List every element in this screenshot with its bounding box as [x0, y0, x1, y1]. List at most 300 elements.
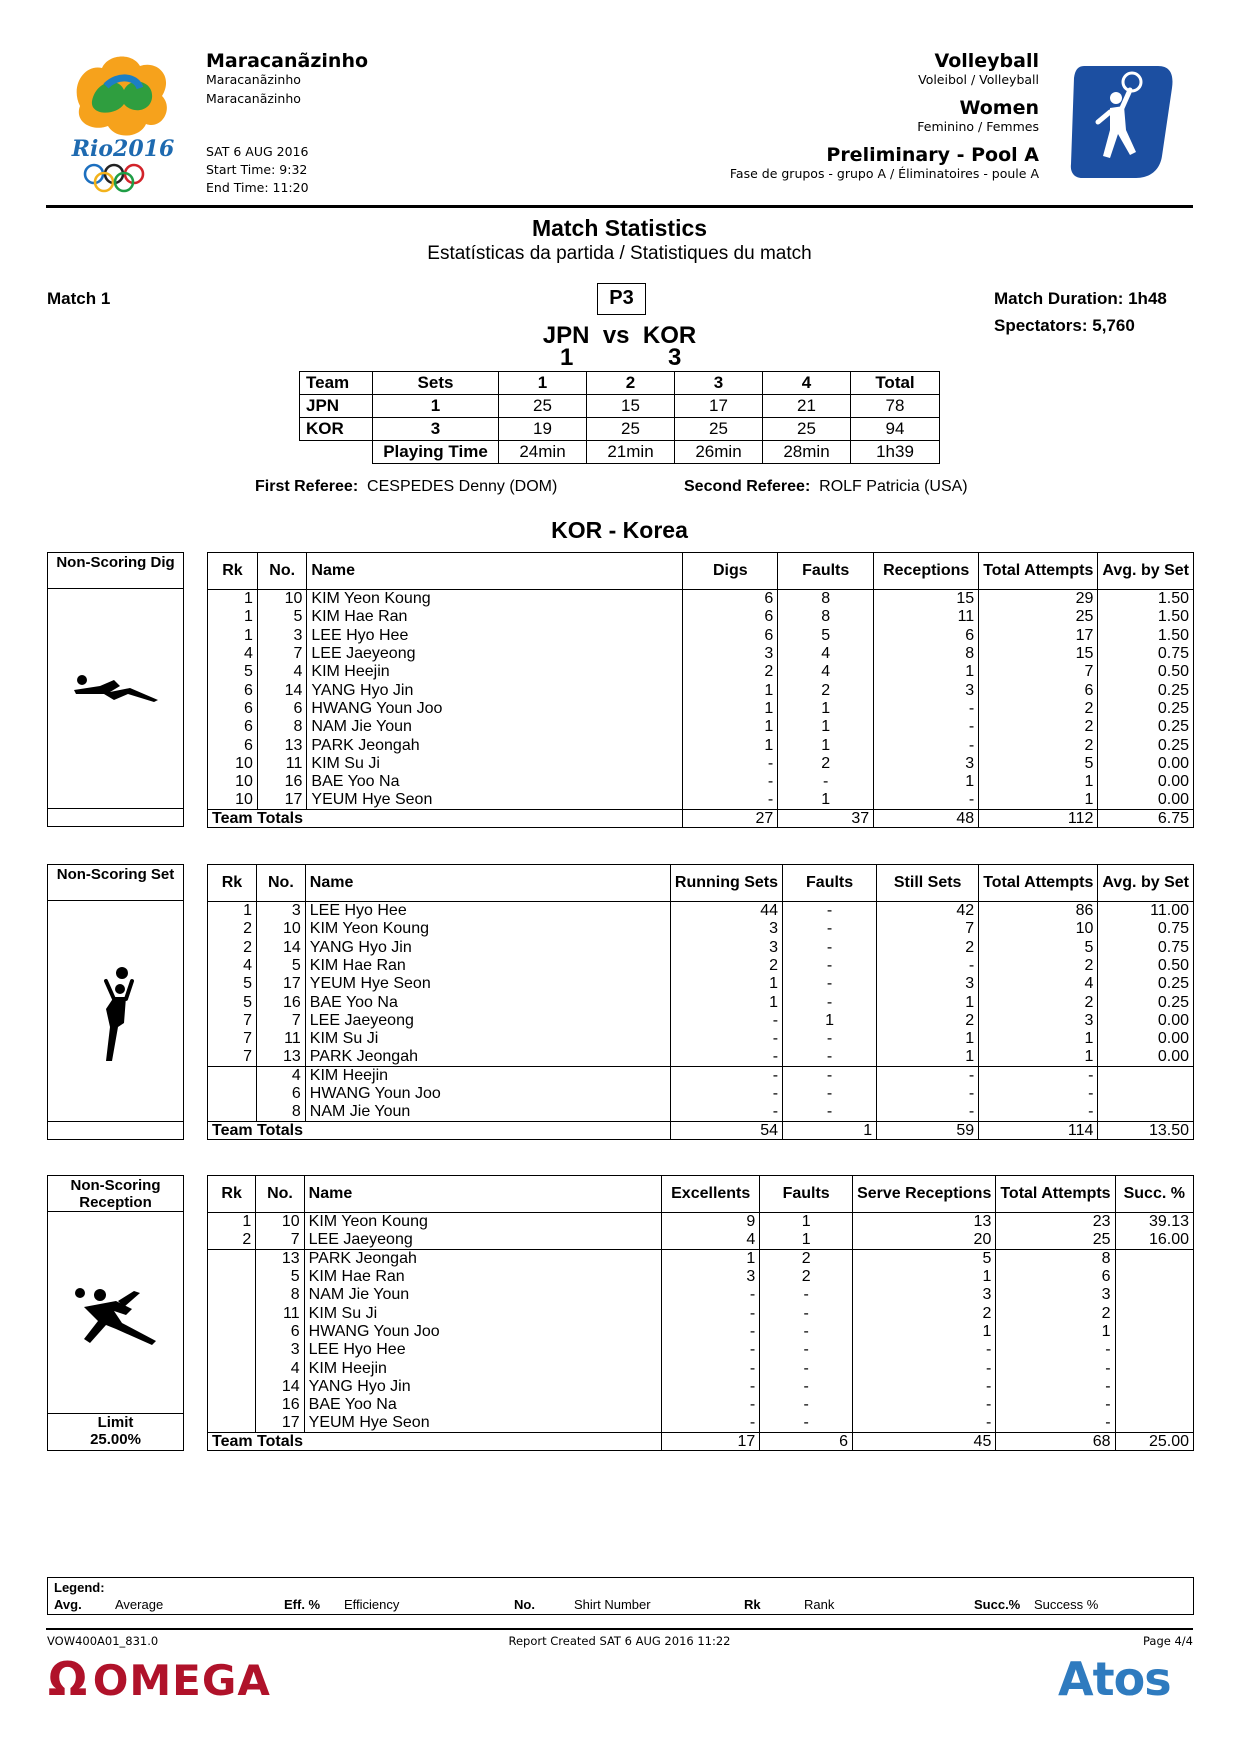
- cell-v2: 8: [778, 608, 874, 626]
- cell-v3: 1: [877, 1048, 979, 1066]
- cell-v4: 1: [996, 1322, 1115, 1340]
- cell-rank: 5: [244, 663, 253, 681]
- player-row: [208, 718, 1194, 736]
- team-total-value: 48: [874, 809, 979, 827]
- phase-title: Preliminary - Pool A: [826, 144, 1039, 166]
- cell-v5: [1115, 1414, 1193, 1432]
- cell-number: 14: [256, 1377, 304, 1395]
- player-row: [208, 1267, 1194, 1285]
- cell-v5: [1115, 1377, 1193, 1395]
- cell-v5: [1115, 1249, 1193, 1267]
- cell-v4: 3: [996, 1286, 1115, 1304]
- cell-v5: 0.25: [1098, 975, 1194, 993]
- cell-rank: [208, 1286, 256, 1304]
- cell-name: HWANG Youn Joo: [307, 699, 683, 717]
- col-faults: Faults: [760, 1176, 853, 1213]
- cell-number: 4: [256, 1359, 304, 1377]
- cell-rank: 6: [244, 699, 253, 717]
- cell-v1: 1: [670, 993, 782, 1011]
- cell-rank: 2: [242, 1231, 252, 1249]
- cell-name: YEUM Hye Seon: [305, 975, 670, 993]
- team-total-value: 13.50: [1098, 1121, 1194, 1139]
- col-rank: Rk: [208, 865, 257, 902]
- document-title: Match Statistics: [531, 215, 708, 241]
- score-row-jpn: [300, 395, 940, 418]
- cell-v2: 2: [778, 681, 874, 699]
- reception-table: [207, 1175, 1194, 1451]
- cell-number: 4: [256, 1066, 305, 1084]
- cell-number: 16: [257, 772, 307, 790]
- cell-v1: -: [662, 1377, 760, 1395]
- page-number: Page 4/4: [1142, 1634, 1193, 1648]
- legend-item: [54, 1597, 82, 1612]
- omega-wordmark: OMEGA: [92, 1656, 271, 1705]
- cell-v3: 3: [874, 681, 979, 699]
- cell-v4: 10: [979, 920, 1098, 938]
- col-total-attempts: Total Attempts: [979, 553, 1098, 590]
- cell-rank: [208, 1341, 256, 1359]
- cell-name: BAE Yoo Na: [307, 772, 683, 790]
- cell-name: KIM Yeon Koung: [304, 1213, 662, 1231]
- cell-v1: -: [683, 754, 778, 772]
- reception-limit-box: [48, 1413, 183, 1450]
- legend-item: [514, 1597, 535, 1612]
- team-a-sets: 1: [560, 344, 574, 371]
- playing-time-row: [300, 441, 940, 464]
- venue-fr: Maracanãzinho: [206, 91, 301, 106]
- player-row: [208, 1359, 1194, 1377]
- cell-v5: [1115, 1304, 1193, 1322]
- cell-rank: 7: [243, 1030, 252, 1048]
- first-referee: [255, 478, 557, 496]
- cell-v2: 4: [778, 663, 874, 681]
- cell-number: 6: [256, 1084, 305, 1102]
- cell-v4: 2: [979, 956, 1098, 974]
- cell-v2: -: [783, 1084, 877, 1102]
- cell-v4: -: [996, 1377, 1115, 1395]
- cell-v3: 3: [877, 975, 979, 993]
- dig-table: [207, 552, 1194, 828]
- player-row: [208, 1048, 1194, 1066]
- cell-v4: -: [996, 1341, 1115, 1359]
- cell-number: 16: [256, 1395, 304, 1413]
- cell-rank: [208, 1304, 256, 1322]
- cell-v4: 2: [979, 993, 1098, 1011]
- cell-v4: 23: [996, 1213, 1115, 1231]
- team-totals-label: Team Totals: [208, 809, 683, 827]
- cell-v5: 0.25: [1098, 993, 1194, 1011]
- cell-v4: 3: [979, 1011, 1098, 1029]
- cell-v1: -: [662, 1359, 760, 1377]
- cell-rank: [208, 1414, 256, 1432]
- cell-v1: 1: [662, 1249, 760, 1267]
- team-totals-row: [208, 1121, 1194, 1139]
- cell-v4: 1: [979, 1048, 1098, 1066]
- legend-abbr: Rk: [744, 1597, 761, 1612]
- cell-v2: -: [783, 1048, 877, 1066]
- spectators: Spectators: 5,760: [994, 316, 1135, 335]
- cell-v5: 0.50: [1098, 956, 1194, 974]
- cell-rank: 1: [243, 902, 252, 920]
- player-row: [208, 1030, 1194, 1048]
- cell-rank: 10: [235, 773, 253, 791]
- team-b-sets: 3: [668, 344, 682, 371]
- cell-v3: -: [853, 1359, 996, 1377]
- team-a-code: JPN: [542, 322, 590, 349]
- cell-v5: 0.00: [1098, 1030, 1194, 1048]
- player-row: [208, 956, 1194, 974]
- team-total-value: 112: [979, 809, 1098, 827]
- cell-v4: 25: [996, 1231, 1115, 1249]
- cell-number: 8: [257, 718, 307, 736]
- cell-v2: -: [783, 902, 877, 920]
- cell-v3: 2: [877, 938, 979, 956]
- second-referee-name: ROLF Patricia (USA): [819, 478, 968, 495]
- cell-v1: 6: [683, 608, 778, 626]
- cell-rank: [208, 1249, 256, 1267]
- cell-v2: -: [783, 956, 877, 974]
- cell-v4: 2: [979, 736, 1098, 754]
- score-header-row: [300, 372, 940, 395]
- cell-v3: -: [877, 956, 979, 974]
- cell-v4: 6: [979, 681, 1098, 699]
- team-totals-label: Team Totals: [208, 1432, 662, 1450]
- cell-number: 3: [256, 1341, 304, 1359]
- player-row: [208, 1322, 1194, 1340]
- score-table: [299, 371, 940, 464]
- player-row: [208, 772, 1194, 790]
- cell-number: 13: [256, 1249, 304, 1267]
- dig-header-row: [208, 553, 1194, 590]
- cell-v3: -: [874, 699, 979, 717]
- col-rank: Rk: [208, 553, 258, 590]
- score-total: 78: [851, 395, 940, 418]
- col-faults: Faults: [783, 865, 877, 902]
- cell-v1: 3: [670, 938, 782, 956]
- cell-v1: 1: [683, 699, 778, 717]
- cell-v2: 1: [778, 718, 874, 736]
- cell-v1: -: [670, 1103, 782, 1121]
- cell-number: 14: [256, 938, 305, 956]
- cell-rank: [208, 1359, 256, 1377]
- score-sets: 1: [373, 395, 499, 418]
- set-side-title: Non-Scoring Set: [48, 865, 183, 901]
- cell-v4: -: [979, 1084, 1098, 1102]
- cell-v4: 4: [979, 975, 1098, 993]
- cell-name: NAM Jie Youn: [305, 1103, 670, 1121]
- score-set3: 17: [675, 395, 763, 418]
- dig-side-footer: [48, 808, 183, 826]
- cell-v1: -: [683, 772, 778, 790]
- cell-name: KIM Heejin: [305, 1066, 670, 1084]
- cell-name: KIM Heejin: [304, 1359, 662, 1377]
- player-row: [208, 1286, 1194, 1304]
- cell-v3: 13: [853, 1213, 996, 1231]
- team-total-value: 68: [996, 1432, 1115, 1450]
- cell-v3: 15: [874, 590, 979, 608]
- cell-v1: 2: [670, 956, 782, 974]
- first-referee-name: CESPEDES Denny (DOM): [367, 478, 558, 495]
- legend-abbr: No.: [514, 1597, 535, 1612]
- cell-v1: 3: [670, 920, 782, 938]
- cell-v1: 1: [683, 718, 778, 736]
- score-header-set1: 1: [499, 372, 587, 395]
- cell-v4: 6: [996, 1267, 1115, 1285]
- cell-v5: 39.13: [1115, 1213, 1193, 1231]
- cell-v3: -: [853, 1341, 996, 1359]
- player-row: [208, 920, 1194, 938]
- score-set1: 25: [499, 395, 587, 418]
- score-header-sets: Sets: [373, 372, 499, 395]
- team-total-value: 114: [979, 1121, 1098, 1139]
- col-number: No.: [256, 865, 305, 902]
- cell-v5: 0.00: [1098, 1011, 1194, 1029]
- empty-cell: [300, 441, 373, 464]
- cell-number: 10: [256, 1213, 304, 1231]
- cell-name: KIM Su Ji: [304, 1304, 662, 1322]
- cell-v5: 0.25: [1098, 736, 1194, 754]
- player-row: [208, 1341, 1194, 1359]
- cell-number: 17: [257, 791, 307, 809]
- cell-v3: 11: [874, 608, 979, 626]
- set-side-footer: [48, 1121, 183, 1139]
- player-row: [208, 1304, 1194, 1322]
- cell-v1: 1: [683, 736, 778, 754]
- cell-name: LEE Hyo Hee: [307, 626, 683, 644]
- cell-v4: 8: [996, 1249, 1115, 1267]
- legend-text: Average: [115, 1597, 164, 1612]
- player-row: [208, 626, 1194, 644]
- score-set3: 25: [675, 418, 763, 441]
- team-total-value: 37: [778, 809, 874, 827]
- score-team: KOR: [300, 418, 373, 441]
- dig-side-panel: [47, 552, 184, 827]
- match-number: Match 1: [47, 289, 111, 308]
- col-still-sets: Still Sets: [877, 865, 979, 902]
- cell-name: NAM Jie Youn: [307, 718, 683, 736]
- cell-v4: -: [996, 1359, 1115, 1377]
- cell-v3: -: [853, 1377, 996, 1395]
- second-referee-label: Second Referee:: [684, 478, 811, 495]
- venue-title: Maracanãzinho: [206, 50, 369, 72]
- col-total-attempts: Total Attempts: [996, 1176, 1115, 1213]
- cell-v5: [1098, 1084, 1194, 1102]
- cell-v5: 0.25: [1098, 699, 1194, 717]
- col-serve-receptions: Serve Receptions: [853, 1176, 996, 1213]
- cell-number: 11: [256, 1030, 305, 1048]
- cell-name: YANG Hyo Jin: [305, 938, 670, 956]
- cell-rank: 5: [243, 975, 252, 993]
- cell-v3: -: [877, 1103, 979, 1121]
- player-row: [208, 1377, 1194, 1395]
- team-total-value: 27: [683, 809, 778, 827]
- cell-name: BAE Yoo Na: [304, 1395, 662, 1413]
- second-referee: [684, 478, 968, 496]
- cell-name: KIM Su Ji: [307, 754, 683, 772]
- cell-v3: 8: [874, 644, 979, 662]
- reception-side-title: Non-Scoring Reception: [48, 1176, 183, 1212]
- score-header-set3: 3: [675, 372, 763, 395]
- col-avg-by-set: Avg. by Set: [1098, 553, 1194, 590]
- cell-v2: -: [760, 1359, 853, 1377]
- cell-v2: -: [760, 1395, 853, 1413]
- team-section-title: KOR - Korea: [551, 517, 688, 543]
- player-row: [208, 902, 1194, 920]
- cell-v5: [1115, 1341, 1193, 1359]
- set-table: [207, 864, 1194, 1140]
- player-row: [208, 1066, 1194, 1084]
- legend-abbr: Eff. %: [284, 1597, 321, 1612]
- cell-rank: [208, 1322, 256, 1340]
- cell-v4: 7: [979, 663, 1098, 681]
- col-number: No.: [256, 1176, 304, 1213]
- cell-v2: 1: [778, 736, 874, 754]
- set-pictogram-icon: [92, 965, 140, 1070]
- cell-number: 13: [256, 1048, 305, 1066]
- legend-text: Success %: [1034, 1597, 1099, 1612]
- player-row: [208, 681, 1194, 699]
- report-created: Report Created SAT 6 AUG 2016 11:22: [508, 1634, 731, 1648]
- player-row: [208, 791, 1194, 809]
- cell-v1: 44: [670, 902, 782, 920]
- cell-v1: 3: [662, 1267, 760, 1285]
- cell-number: 16: [256, 993, 305, 1011]
- player-row: [208, 1414, 1194, 1432]
- cell-v4: 25: [979, 608, 1098, 626]
- cell-v4: 2: [979, 699, 1098, 717]
- legend-item: [974, 1597, 1020, 1612]
- cell-v3: 1: [853, 1322, 996, 1340]
- cell-name: HWANG Youn Joo: [305, 1084, 670, 1102]
- player-row: [208, 1395, 1194, 1413]
- player-row: [208, 644, 1194, 662]
- cell-v3: 1: [877, 1030, 979, 1048]
- cell-v1: -: [662, 1395, 760, 1413]
- cell-v1: 9: [662, 1213, 760, 1231]
- cell-name: LEE Hyo Hee: [304, 1341, 662, 1359]
- col-rank: Rk: [208, 1176, 256, 1213]
- player-row: [208, 1084, 1194, 1102]
- cell-number: 8: [256, 1103, 305, 1121]
- score-header-team: Team: [300, 372, 373, 395]
- phase-subtitle: Fase de grupos - grupo A / Éliminatoires - poule A: [729, 166, 1039, 181]
- cell-v1: -: [662, 1304, 760, 1322]
- cell-number: 5: [257, 608, 307, 626]
- cell-v1: -: [662, 1341, 760, 1359]
- cell-v5: 0.00: [1098, 772, 1194, 790]
- cell-name: PARK Jeongah: [305, 1048, 670, 1066]
- score-set2: 25: [587, 418, 675, 441]
- atos-logo: Atos: [1058, 1652, 1171, 1706]
- cell-v3: -: [874, 791, 979, 809]
- cell-v4: -: [996, 1414, 1115, 1432]
- cell-name: PARK Jeongah: [304, 1249, 662, 1267]
- cell-name: KIM Hae Ran: [307, 608, 683, 626]
- cell-name: KIM Su Ji: [305, 1030, 670, 1048]
- cell-v4: 17: [979, 626, 1098, 644]
- report-code: VOW400A01_831.0: [47, 1634, 159, 1648]
- cell-rank: 1: [242, 1213, 252, 1231]
- score-row-kor: [300, 418, 940, 441]
- teams-line: [0, 322, 1239, 350]
- cell-v2: 5: [778, 626, 874, 644]
- player-row: [208, 1231, 1194, 1249]
- header-rule: [46, 205, 1193, 208]
- cell-v4: 5: [979, 938, 1098, 956]
- dig-side-title: Non-Scoring Dig: [48, 553, 183, 589]
- col-name: Name: [305, 865, 670, 902]
- cell-v3: -: [877, 1084, 979, 1102]
- cell-v1: 1: [670, 975, 782, 993]
- cell-name: PARK Jeongah: [307, 736, 683, 754]
- player-row: [208, 1011, 1194, 1029]
- cell-v4: -: [979, 1066, 1098, 1084]
- cell-v1: -: [662, 1286, 760, 1304]
- player-row: [208, 608, 1194, 626]
- playing-time-label: Playing Time: [373, 441, 499, 464]
- cell-number: 3: [257, 626, 307, 644]
- cell-v2: -: [778, 772, 874, 790]
- cell-name: NAM Jie Youn: [304, 1286, 662, 1304]
- cell-v5: 11.00: [1098, 902, 1194, 920]
- cell-v5: 0.00: [1098, 1048, 1194, 1066]
- cell-v2: -: [760, 1286, 853, 1304]
- cell-number: 8: [256, 1286, 304, 1304]
- cell-v3: 2: [853, 1304, 996, 1322]
- cell-v3: 3: [853, 1286, 996, 1304]
- score-set1: 19: [499, 418, 587, 441]
- score-header-set4: 4: [763, 372, 851, 395]
- score-header-set2: 2: [587, 372, 675, 395]
- cell-number: 14: [257, 681, 307, 699]
- cell-v2: 8: [778, 590, 874, 608]
- legend-item: [284, 1597, 320, 1612]
- cell-rank: 6: [244, 736, 253, 754]
- cell-v1: -: [670, 1048, 782, 1066]
- cell-v3: 6: [874, 626, 979, 644]
- player-row: [208, 663, 1194, 681]
- cell-v2: -: [760, 1304, 853, 1322]
- cell-number: 7: [257, 644, 307, 662]
- col-faults: Faults: [778, 553, 874, 590]
- first-referee-label: First Referee:: [255, 478, 359, 495]
- score-set2: 15: [587, 395, 675, 418]
- cell-rank: 2: [243, 938, 252, 956]
- cell-rank: [208, 1103, 257, 1121]
- omega-logo: [48, 1654, 271, 1704]
- cell-name: YEUM Hye Seon: [307, 791, 683, 809]
- col-running-sets: Running Sets: [670, 865, 782, 902]
- cell-rank: [208, 1377, 256, 1395]
- cell-v4: 29: [979, 590, 1098, 608]
- footer-rule: [46, 1628, 1193, 1630]
- cell-v1: 2: [683, 663, 778, 681]
- cell-v1: -: [670, 1084, 782, 1102]
- cell-number: 6: [256, 1322, 304, 1340]
- cell-v3: 1: [877, 993, 979, 1011]
- cell-v2: -: [783, 1066, 877, 1084]
- player-row: [208, 975, 1194, 993]
- cell-name: KIM Hae Ran: [304, 1267, 662, 1285]
- cell-v3: 3: [874, 754, 979, 772]
- col-receptions: Receptions: [874, 553, 979, 590]
- cell-rank: 5: [243, 993, 252, 1011]
- cell-v2: -: [760, 1341, 853, 1359]
- cell-v2: 2: [760, 1267, 853, 1285]
- cell-v3: 7: [877, 920, 979, 938]
- cell-v2: 4: [778, 644, 874, 662]
- cell-v5: [1115, 1267, 1193, 1285]
